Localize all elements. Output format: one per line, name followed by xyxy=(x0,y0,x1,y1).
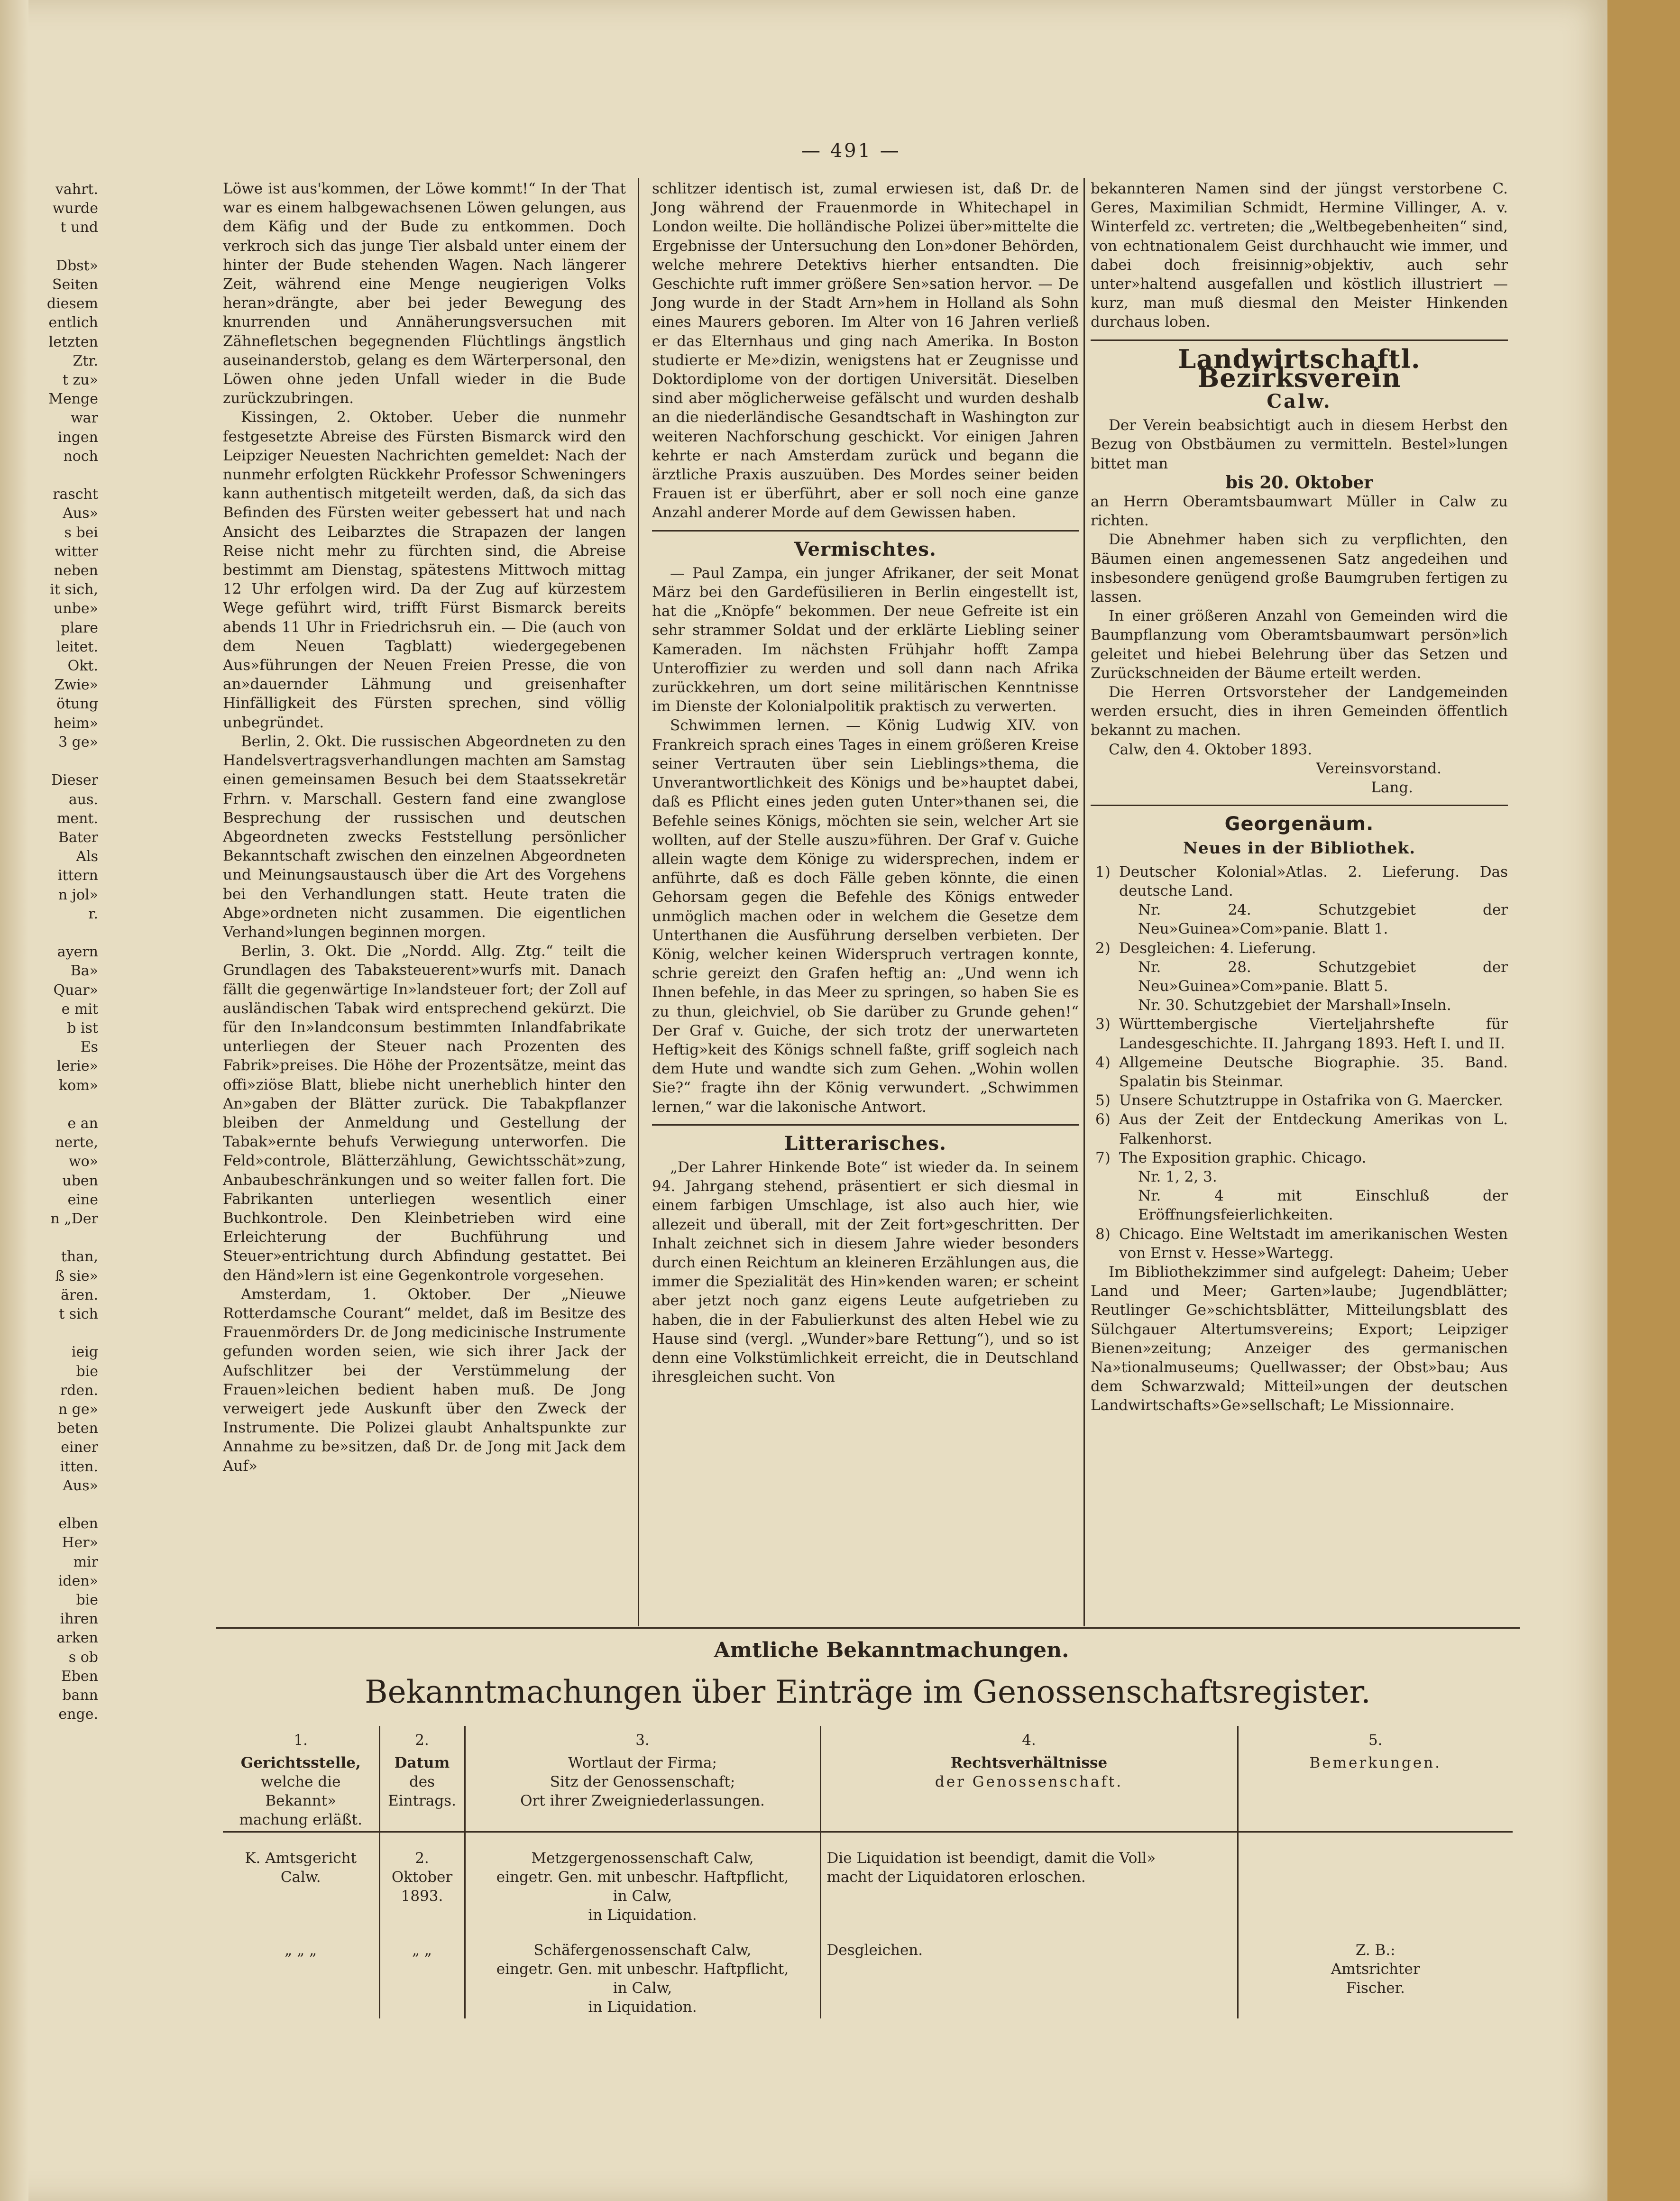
column-header-line: Sitz der Genossenschaft; xyxy=(550,1773,735,1790)
library-item-text: Aus der Zeit der Entdeckung Amerikas von L. Falkenhorst. xyxy=(1119,1111,1508,1147)
library-item xyxy=(1091,958,1508,996)
column-header-line: des xyxy=(409,1773,435,1790)
table-cell-line: in Calw, xyxy=(613,1980,672,1997)
column-header-line: welche die Bekannt» xyxy=(261,1773,341,1809)
left-fragment-line: Quar» xyxy=(53,981,98,999)
left-fragment-line xyxy=(0,1095,102,1114)
left-fragment-line: rascht xyxy=(53,486,98,503)
left-fragment-line: nerte, xyxy=(55,1134,98,1151)
table-cell-line: Calw. xyxy=(280,1869,321,1886)
left-fragment-line: Ztr. xyxy=(73,352,98,369)
section-heading-litterarisches: Litterarisches. xyxy=(784,1132,946,1155)
table-cell-line: eingetr. Gen. mit unbeschr. Haftpflicht, xyxy=(496,1961,789,1978)
library-item-text: Nr. 24. Schutzgebiet der Neu»Guinea»Com»panie. Blatt 1. xyxy=(1138,901,1508,938)
library-item-text: Württembergische Vierteljahrshefte für Landesgeschichte. II. Jahrgang 1893. Heft I. und II. xyxy=(1119,1016,1508,1052)
column-number: 3. xyxy=(465,1726,820,1752)
column-header-line: Ort ihrer Zweigniederlassungen. xyxy=(520,1792,765,1809)
left-fragment-line: entlich xyxy=(48,314,98,331)
column-header-line: Datum xyxy=(394,1754,450,1771)
library-item-text: Nr. 1, 2, 3. xyxy=(1138,1168,1217,1185)
vermischtes-body xyxy=(652,564,1079,1117)
column-divider xyxy=(1083,178,1085,1626)
left-fragment-line xyxy=(0,1495,102,1514)
subheading-bibliothek: Neues in der Bibliothek. xyxy=(1183,838,1416,858)
left-fragment-line: wurde xyxy=(52,200,98,217)
library-item-text: Nr. 28. Schutzgebiet der Neu»Guinea»Com»panie. Blatt 5. xyxy=(1138,958,1508,995)
left-fragment-line xyxy=(0,1324,102,1343)
library-list xyxy=(1091,862,1508,1263)
table-cell-line: 1893. xyxy=(401,1888,443,1905)
left-fragment-line: vahrt. xyxy=(55,181,98,198)
left-fragment-line: Her» xyxy=(62,1534,98,1551)
library-item-text: Allgemeine Deutsche Biographie. 35. Band. Spalatin bis Steinmar. xyxy=(1119,1054,1508,1090)
left-fragment-line: t und xyxy=(60,219,98,236)
left-fragment-line: t sich xyxy=(59,1305,98,1322)
left-fragment-line: letzten xyxy=(48,333,98,350)
left-fragment-line: ären. xyxy=(61,1286,98,1303)
left-fragment-line: s ob xyxy=(68,1649,98,1666)
library-item xyxy=(1091,1110,1508,1148)
library-item xyxy=(1091,1148,1508,1167)
verein-signature-name: Lang. xyxy=(1371,779,1413,797)
left-fragment-line: unbe» xyxy=(54,600,98,617)
vermischtes-paragraph: Schwimmen lernen. — König Ludwig XIV. von Frankreich sprach eines Tages in einem größeren Kreise seiner Vertrauten über sein Lieblings»thema, die Unverantwortlichkeit des Königs und be»hauptet dabei, daß es Pflicht eines jeden guten Unter»thanen sei, die Befehle seines Königs, möchten sie sein, welcher Art sie wollten, auf der Stelle auszu»führen. Der Graf v. Guiche allein wagte dem Könige zu widersprechen, indem er anführte, daß es doch Fälle geben könnte, die einen Gehorsam gegen die Befehle des Königs entweder unmöglich machen oder in welchem die Gesetze dem Unterthanen die Ausführung derselben verbieten. Der König, welcher keinen Widerspruch vertragen konnte, schrie gereizt den Grafen heftig an: „Und wenn ich Ihnen befehle, in das Meer zu springen, so haben Sie es zu thun, gleichviel, ob Sie darüber zu Grunde gehen!“ Der Graf v. Guiche, der sich trotz der unerwarteten Heftig»keit des Königs schnell faßte, griff sogleich nach dem Hute und wandte sich zum Gehen. „Wohin wollen Sie?“ fragte ihn der König verwundert. „Schwimmen lernen,“ war die lakonische Antwort. xyxy=(652,717,1079,1116)
table-cell-line: Amtsrichter xyxy=(1331,1961,1420,1978)
left-fragment-line: Okt. xyxy=(67,658,98,675)
table-cell-line: „ „ xyxy=(412,1942,432,1959)
col1-paragraph: Berlin, 2. Okt. Die russischen Abgeordneten zu den Handelsvertragsverhandlungen machten am Samstag einen gemeinsamen Besuch bei dem Staatssekretär Frhrn. v. Marschall. Gestern fand eine zwanglose Besprechung der russischen und deutschen Abgeordneten zwecks Feststellung persönlicher Bekanntschaft zwischen den einzelnen Abgeordneten und Meinungsaustausch über die Art des Vorgehens bei den Verhandlungen statt. Heute traten die Abge»ordneten nicht zusammen. Die eigentlichen Verhand»lungen beginnen morgen. xyxy=(223,733,626,941)
column-header xyxy=(820,1752,1238,1832)
column-header-line: der Genossenschaft. xyxy=(935,1773,1123,1790)
table-cell-line: in Liquidation. xyxy=(588,1907,697,1924)
left-fragment-line: s bei xyxy=(64,524,98,541)
bekanntmachung-title: Bekanntmachungen über Einträge im Genossenschaftsregister. xyxy=(365,1674,1371,1710)
table-cell-line: K. Amtsgericht xyxy=(245,1850,357,1867)
column-2 xyxy=(652,179,1079,1386)
left-fragment-line: Bater xyxy=(58,829,98,846)
library-item-text: Deutscher Kolonial»Atlas. 2. Lieferung. Das deutsche Land. xyxy=(1119,863,1508,899)
verein-paragraph: Die Herren Ortsvorsteher der Landgemeinden werden ersucht, dies in ihren Gemeinden öffentlich bekannt zu machen. xyxy=(1091,684,1508,739)
column-header xyxy=(465,1752,820,1832)
column-divider xyxy=(638,178,639,1626)
col1-paragraph: Berlin, 3. Okt. Die „Nordd. Allg. Ztg.“ teilt die Grundlagen des Tabaksteuerent»wurfs mit. Danach fällt die gegenwärtige In»landsteuer fort; der Zoll auf ausländischen Tabak wird entsprechend gekürzt. Die für den In»landconsum bestimmten Inlandfabrikate unterliegen der Steuer nach Prozenten des Fabrik»preises. Die Höhe der Prozentsätze, meint das offi»ziöse Blatt, bliebe nicht unerheblich hinter den An»gaben der Blätter zurück. Die Tabakpflanzer bleiben der Anmeldung und Gestellung der Tabak»ernte behufs Verwiegung unterworfen. Die Feld»controle, Blätterzählung, Gewichtsschät»zung, Anbaubeschränkungen und so weiter fallen fort. Die Fabrikanten unterliegen wesentlich einer Buchkontrole. Den Kleinbetrieben wird eine Erleichterung der Buchführung und Steuer»entrichtung durch Abfindung gestattet. Bei den Händ»lern ist eine Gegenkontrole vorgesehen. xyxy=(223,943,626,1284)
library-item xyxy=(1091,900,1508,938)
left-fragment-line: diesem xyxy=(46,295,98,312)
left-fragment-line: b ist xyxy=(67,1019,98,1036)
table-cell-line: in Liquidation. xyxy=(588,1999,697,2016)
library-item xyxy=(1091,1225,1508,1263)
left-fragment-line: elben xyxy=(58,1515,98,1532)
column-header-line: Bemerkungen. xyxy=(1309,1754,1441,1771)
library-item-number: 5) xyxy=(1095,1092,1111,1110)
table-header-row xyxy=(223,1752,1513,1832)
left-fragment-line: ötung xyxy=(56,696,98,713)
left-fragment-line: t zu» xyxy=(62,372,98,389)
column-number: 5. xyxy=(1368,1732,1383,1749)
left-fragment-line: bie xyxy=(76,1363,98,1380)
library-item xyxy=(1091,1091,1508,1110)
left-fragment-line: aus. xyxy=(68,791,98,808)
left-fragment-line: n jol» xyxy=(58,886,98,903)
column-header-line: Wortlaut der Firma; xyxy=(568,1754,717,1771)
library-item-text: Desgleichen: 4. Lieferung. xyxy=(1119,939,1316,957)
register-table xyxy=(223,1726,1513,2018)
table-cell-line: in Calw, xyxy=(613,1888,672,1905)
library-item xyxy=(1091,939,1508,958)
verein-paragraph: an Herrn Oberamtsbaumwart Müller in Calw zu richten. xyxy=(1091,493,1508,530)
col1-paragraph: Kissingen, 2. Oktober. Ueber die nunmehr festgesetzte Abreise des Fürsten Bismarck wird den Leipziger Neuesten Nachrichten gemeldet: Nach der nunmehr erfolgten Rückkehr Professor Schweningers kann authentisch mitgeteilt werden, daß, da sich das Befinden des Fürsten weiter gebessert hat und nach Ansicht des Leibarztes die Strapazen der langen Reise nicht mehr zu fürchten sind, die Abreise bestimmt am Dienstag, spätestens Mittwoch mittag 12 Uhr erfolgen wird. Da der Zug auf kürzestem Wege geführt wird, trifft Fürst Bismarck bereits abends 11 Uhr in Friedrichsruh ein. — Die (auch von dem Neuen Tagblatt) wiedergegebenen Aus»führungen der Neuen Freien Presse, die von an»dauernder Lähmung und greisenhafter Hinfälligkeit des Fürsten sprechen, sind völlig unbegründet. xyxy=(223,409,626,731)
column-number: 4. xyxy=(820,1726,1238,1752)
verein-paragraph: In einer größeren Anzahl von Gemeinden wird die Baumpflanzung vom Oberamtsbaumwart persön»lich geleitet und hiebei Belehrung über das Setzen und Zurückschneiden der Bäume erteilt werden. xyxy=(1091,607,1508,682)
library-item-number: 8) xyxy=(1095,1225,1111,1243)
library-item-text: Chicago. Eine Weltstadt im amerikanischen Westen von Ernst v. Hesse»Wartegg. xyxy=(1119,1225,1508,1262)
column-header-line: Rechtsverhältnisse xyxy=(950,1754,1108,1771)
library-item xyxy=(1091,996,1508,1015)
table-row xyxy=(223,1832,1513,1927)
table-cell xyxy=(465,1832,820,1927)
column-3 xyxy=(1091,179,1508,1415)
library-item-number: 4) xyxy=(1095,1054,1111,1071)
table-cell xyxy=(223,1832,379,1927)
column-header-line: Eintrags. xyxy=(388,1792,456,1809)
table-cell xyxy=(1238,1832,1513,1927)
left-fragment-line: 3 ge» xyxy=(58,734,98,751)
left-fragment-line: Als xyxy=(76,848,98,865)
left-fragment-line: n „Der xyxy=(50,1210,98,1227)
left-fragment-line: heim» xyxy=(54,715,98,732)
column-header xyxy=(379,1752,465,1832)
vermischtes-paragraph: — Paul Zampa, ein junger Afrikaner, der seit Monat März bei den Gardefüsilieren in Berlin eingestellt ist, hat die „Knöpfe“ bekommen. Der neue Gefreite ist ein sehr strammer Soldat und der erklärte Liebling seiner Kameraden. Im nächsten Frühjahr hofft Zampa Unteroffizier zu werden und soll dann nach Afrika zurückkehren, um dort seine militärischen Kenntnisse im Dienste der Kolonialpolitik praktisch zu verwerten. xyxy=(652,564,1079,715)
verein-paragraph: Die Abnehmer haben sich zu verpflichten, den Bäumen einen angemessenen Satz angedeihen und insbesondere genügend große Baumgruben fertigen zu lassen. xyxy=(1091,531,1508,606)
column-number: 2. xyxy=(379,1726,465,1752)
left-fragment-line: Aus» xyxy=(63,505,98,522)
left-fragment-line: neben xyxy=(54,562,98,579)
rule xyxy=(652,530,1079,532)
left-fragment-line: eine xyxy=(67,1191,98,1208)
library-item-number: 7) xyxy=(1095,1149,1111,1166)
left-fragment-line: kom» xyxy=(58,1077,98,1094)
left-fragment-line: mir xyxy=(73,1553,98,1570)
left-fragment-line: ayern xyxy=(57,944,98,961)
article-continuation: bekannteren Namen sind der jüngst verstorbene C. Geres, Maximilian Schmidt, Hermine Villinger, A. v. Winterfeld zc. vertreten; die „Weltbegebenheiten“ sind, von echtnationalem Geist durchhaucht wie immer, und dabei doch freisinnig»objektiv, auch sehr unter»haltend ausgefallen und köstlich illustriert — kurz, man muß diesmal den Meister Hinkenden durchaus loben. xyxy=(1091,180,1508,331)
left-fragment-line: Dieser xyxy=(51,772,98,789)
left-fragment-line: arken xyxy=(56,1630,98,1647)
col1-paragraph: Amsterdam, 1. Oktober. Der „Nieuwe Rotterdamsche Courant“ meldet, daß im Besitze des Frauenmörders Dr. de Jong medicinische Instrumente gefunden worden seien, wie sich ihrer Jack der Aufschlitzer bei der Verstümmelung der Frauen»leichen bedient haben muß. De Jong verweigert jede Auskunft über den Zweck der Instrumente. Die Polizei glaubt Anhaltspunkte zur Annahme zu be»sitzen, daß Dr. de Jong mit Jack dem Auf» xyxy=(223,1285,626,1475)
left-fragment-line: plare xyxy=(61,619,98,636)
left-fragment-line: Menge xyxy=(48,391,98,408)
column-header xyxy=(1238,1752,1513,1832)
left-fragment-line: rden. xyxy=(60,1382,98,1399)
left-fragment-line: uben xyxy=(62,1172,98,1189)
table-number-row xyxy=(223,1726,1513,1752)
left-fragment-line: e mit xyxy=(61,1000,98,1018)
left-fragment-line: Ba» xyxy=(70,963,98,980)
left-fragment-line: enge. xyxy=(58,1706,98,1723)
column-number: 1. xyxy=(223,1726,379,1752)
left-fragment-line: bann xyxy=(62,1687,98,1704)
table-cell xyxy=(465,1926,820,2018)
verein-paragraph: Der Verein beabsichtigt auch in diesem Herbst den Bezug von Obstbäumen zu vermitteln. Bestel»lungen bittet man xyxy=(1091,417,1508,472)
left-fragment-line: leitet. xyxy=(56,638,98,655)
left-fragment-line: war xyxy=(71,410,98,427)
article-continuation: schlitzer identisch ist, zumal erwiesen ist, daß Dr. de Jong während der Frauenmorde in Whitechapel in London weilte. Die holländische Polizei über»mittelte die Ergebnisse der Untersuchung den Lon»doner Behörden, welche mehrere Detektivs hierher entsandten. Die Geschichte ruft immer größere Sen»sation hervor. — De Jong wurde in der Stadt Arn»hem in Holland als Sohn eines Maurers geboren. Im Alter von 16 Jahren verließ er das Elternhaus und ging nach Amerika. In Boston studierte er Me»dizin, wenigstens hat er Zeugnisse und Doktordiplome von der dortigen Universität. Dieselben sind aber möglicherweise gefälscht und wurden deshalb an die niederländische Gesandtschaft in Washington zur weiteren Nachforschung geschickt. Vor einigen Jahren kehrte er nach Amsterdam zurück und begann die ärztliche Praxis auszuüben. Des Mordes seiner beiden Frauen ist er überführt, aber er soll noch eine ganze Anzahl anderer Morde auf dem Gewissen haben. xyxy=(652,180,1079,522)
left-fragment-line: ittern xyxy=(57,867,98,884)
library-item xyxy=(1091,1186,1508,1224)
table-cell-line: Die Liquidation ist beendigt, damit die Voll» xyxy=(826,1850,1156,1867)
left-fragment-line: witter xyxy=(55,543,98,560)
section-heading-georgenaeum: Georgenäum. xyxy=(1224,813,1374,835)
verein-signature: Vereinsvorstand. xyxy=(1316,760,1441,777)
left-fragment-line: Aus» xyxy=(63,1477,98,1494)
library-tail: Im Bibliothekzimmer sind aufgelegt: Daheim; Ueber Land und Meer; Garten»laube; Jugendblätter; Reutlinger Ge»schichtsblätter, Mitteilungsblatt des Sülchgauer Altertumsvereins; Export; Leipziger Bienen»zeitung; Anzeiger des germanischen Na»tionalmuseums; Quellwasser; der Obst»bau; Aus dem Schwarzwald; Mitteil»ungen der deutschen Landwirtschafts»Ge»sellschaft; Le Missionnaire. xyxy=(1091,1263,1508,1414)
table-cell-line: „ „ „ xyxy=(285,1942,317,1959)
library-item-text: Nr. 4 mit Einschluß der Eröffnungsfeierlichkeiten. xyxy=(1138,1187,1508,1224)
table-cell xyxy=(223,1926,379,2018)
column-header-line: Gerichtsstelle, xyxy=(240,1754,361,1771)
verein-deadline: bis 20. Oktober xyxy=(1225,472,1373,493)
col1-paragraph: Löwe ist aus'kommen, der Löwe kommt!“ In der That war es einem halbgewachsenen Löwen gelungen, aus dem Käfig und der Bude zu entkommen. Doch verkroch sich das junge Tier alsbald unter einem der hinter der Bude stehenden Wagen. Nach längerer Zeit, während eine Menge neugierigen Volks heran»drängte, aber bei jeder Bewegung des knurrenden und Annäherungsversuchen mit Zähneﬂetschen begegnenden Flüchtlings ängstlich auseinanderstob, gelang es dem Wärterpersonal, den Löwen ohne jeden Unfall wieder in die Bude zurückzubringen. xyxy=(223,180,626,407)
table-cell xyxy=(820,1832,1238,1927)
library-item-number: 3) xyxy=(1095,1016,1111,1033)
left-fragment-line: ieig xyxy=(71,1344,98,1361)
table-cell-line: eingetr. Gen. mit unbeschr. Haftpflicht, xyxy=(496,1869,789,1886)
table-cell-line: Metzgergenossenschaft Calw, xyxy=(531,1850,754,1867)
left-fragment-line: itten. xyxy=(60,1458,98,1475)
library-item-number: 6) xyxy=(1095,1111,1111,1128)
left-fragment-line: ihren xyxy=(60,1611,98,1628)
left-fragment-line: lerie» xyxy=(56,1058,98,1075)
left-fragment-line xyxy=(0,752,102,771)
left-fragment-line: Es xyxy=(80,1039,98,1056)
left-fragment-line: wo» xyxy=(68,1153,98,1170)
column-header-line: machung erläßt. xyxy=(239,1811,362,1828)
table-cell-line: Z. B.: xyxy=(1355,1942,1395,1959)
left-fragment-line: n ge» xyxy=(58,1401,98,1418)
table-cell xyxy=(379,1832,465,1927)
table-cell-line: Fischer. xyxy=(1346,1980,1405,1997)
left-fragment-line: e an xyxy=(67,1115,98,1132)
amtliche-heading: Amtliche Bekanntmachungen. xyxy=(714,1638,1069,1662)
column-header xyxy=(223,1752,379,1832)
rule xyxy=(1091,805,1508,806)
section-heading-vermischtes: Vermischtes. xyxy=(794,538,936,560)
left-fragment-line: Eben xyxy=(61,1668,98,1685)
left-fragment-line xyxy=(0,238,102,257)
left-fragment-line: einer xyxy=(61,1439,98,1456)
left-fragment-line xyxy=(0,466,102,485)
library-item xyxy=(1091,1053,1508,1091)
litt-paragraph: „Der Lahrer Hinkende Bote“ ist wieder da. In seinem 94. Jahrgang stehend, präsentiert er sich diesmal in einem farbigen Umschlage, ist also auch hier, wie allezeit und überall, mit der Zeit fort»geschritten. Der Inhalt zeichnet sich in diesem Jahre wieder besonders durch einen Reichtum an kleineren Erzählungen aus, die immer die Spezialität des Hin»kenden waren; er scheint aber jetzt noch ganz eigens Leute aufgetrieben zu haben, die in der Fabulierkunst des alten Hebel wie zu Hause sind (vergl. „Wunder»bare Rettung“), und so ist denn eine Volkstümlichkeit erreicht, die in Deutschland ihresgleichen sucht. Von xyxy=(652,1158,1079,1386)
left-fragment-line: Seiten xyxy=(52,276,98,293)
left-fragment-line: beten xyxy=(57,1420,98,1437)
library-item xyxy=(1091,1015,1508,1053)
column-1 xyxy=(223,179,626,1476)
rule xyxy=(652,1124,1079,1126)
rule xyxy=(1091,339,1508,341)
left-fragment-line xyxy=(0,924,102,943)
left-fragment-line xyxy=(0,1229,102,1247)
table-cell-line: Schäfergenossenschaft Calw, xyxy=(533,1942,752,1959)
table-cell xyxy=(379,1926,465,2018)
table-cell-line: Desgleichen. xyxy=(826,1942,923,1959)
page-number: — 491 — xyxy=(801,140,901,162)
left-page-fragment-strip xyxy=(0,180,102,1792)
library-item xyxy=(1091,1167,1508,1186)
section-heading-bezirksverein: Landwirtschaftl. Bezirksverein xyxy=(1178,343,1421,393)
library-item-text: Nr. 30. Schutzgebiet der Marshall»Inseln. xyxy=(1138,997,1451,1014)
left-fragment-line: than, xyxy=(61,1248,98,1266)
left-fragment-line: ingen xyxy=(57,429,98,446)
library-item-text: The Exposition graphic. Chicago. xyxy=(1119,1149,1367,1166)
left-fragment-line: bie xyxy=(76,1592,98,1609)
left-fragment-line: iden» xyxy=(58,1572,98,1589)
left-fragment-line: it sich, xyxy=(50,581,98,598)
left-fragment-line: noch xyxy=(63,448,98,465)
left-fragment-line: Dbst» xyxy=(55,257,98,274)
left-fragment-line: ß sie» xyxy=(55,1267,98,1284)
left-fragment-line: Zwie» xyxy=(54,677,98,694)
table-cell-line: macht der Liquidatoren erloschen. xyxy=(826,1869,1086,1886)
table-cell xyxy=(820,1926,1238,2018)
library-item-number: 1) xyxy=(1095,863,1111,880)
left-fragment-line: r. xyxy=(88,905,98,922)
table-cell xyxy=(1238,1926,1513,2018)
library-item-number: 2) xyxy=(1095,939,1111,957)
library-item xyxy=(1091,862,1508,900)
verein-date: Calw, den 4. Oktober 1893. xyxy=(1109,741,1313,758)
section-divider xyxy=(216,1627,1520,1629)
place-heading: Calw. xyxy=(1267,390,1332,413)
left-fragment-line: ment. xyxy=(56,810,98,827)
table-row xyxy=(223,1926,1513,2018)
table-cell-line: 2. Oktober xyxy=(391,1850,453,1886)
library-item-text: Unsere Schutztruppe in Ostafrika von G. Maercker. xyxy=(1119,1092,1503,1110)
